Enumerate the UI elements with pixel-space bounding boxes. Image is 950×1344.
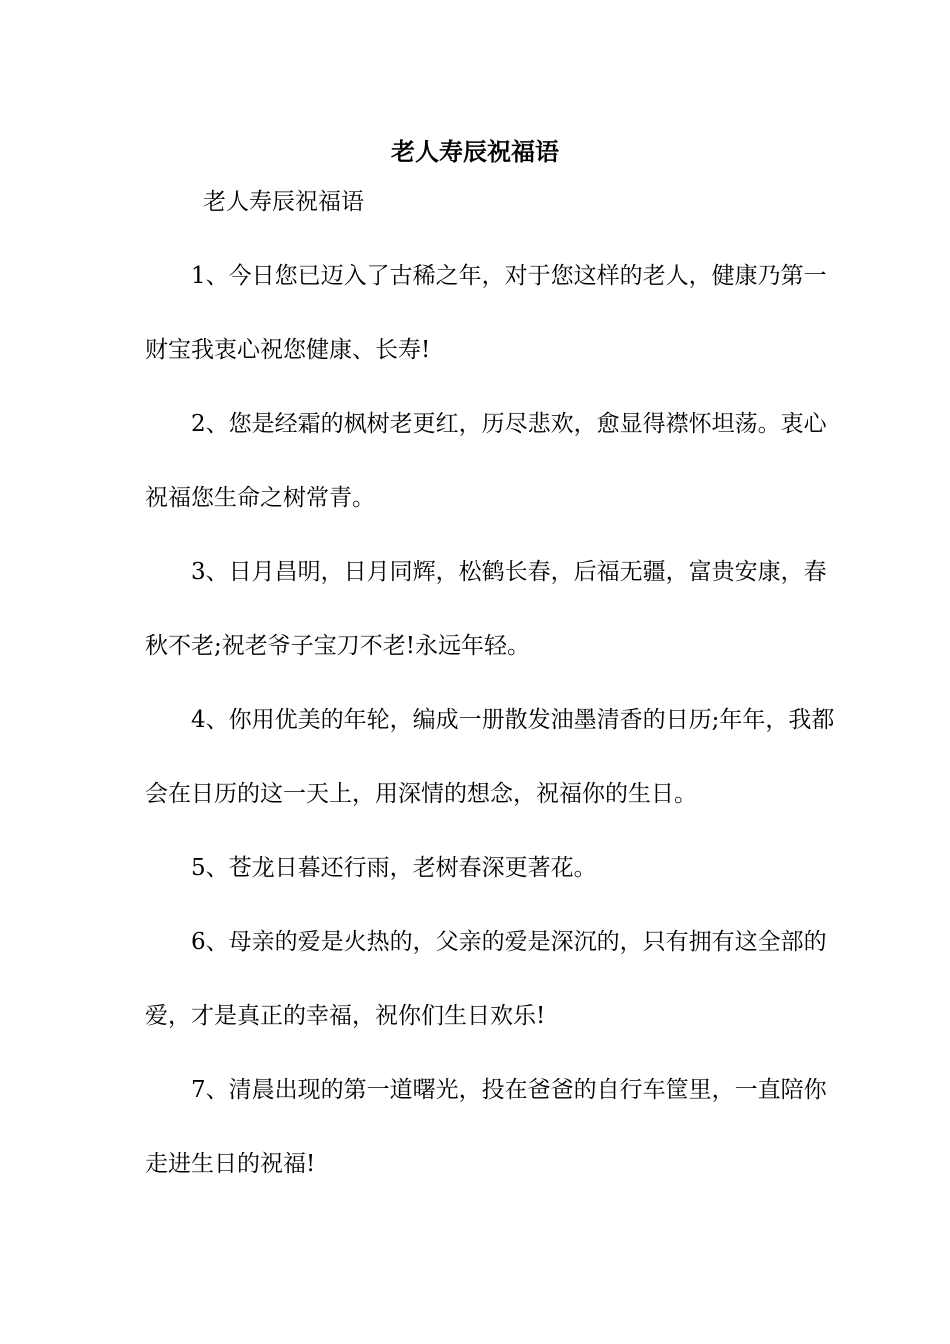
paragraph-1: 1、今日您已迈入了古稀之年，对于您这样的老人，健康乃第一财宝我衷心祝您健康、长寿!: [145, 263, 827, 363]
paragraph-5: 5、苍龙日暮还行雨，老树春深更著花。: [191, 855, 597, 881]
paragraph-6: 6、母亲的爱是火热的，父亲的爱是深沉的，只有拥有这全部的爱，才是真正的幸福，祝你们生日欢乐!: [145, 929, 827, 1029]
paragraph-4: 4、你用优美的年轮，编成一册散发油墨清香的日历;年年，我都会在日历的这一天上，用深情的想念，祝福你的生日。: [145, 707, 835, 807]
document-title: 老人寿辰祝福语: [391, 137, 559, 166]
paragraph-7: 7、清晨出现的第一道曙光，投在爸爸的自行车筐里，一直陪你走进生日的祝福!: [145, 1077, 827, 1177]
paragraph-2: 2、您是经霜的枫树老更红，历尽悲欢，愈显得襟怀坦荡。衷心祝福您生命之树常青。: [145, 411, 827, 511]
paragraph-3: 3、日月昌明，日月同辉，松鹤长春，后福无疆，富贵安康，春秋不老;祝老爷子宝刀不老!永远年轻。: [145, 559, 827, 659]
document-subtitle: 老人寿辰祝福语: [203, 189, 364, 215]
